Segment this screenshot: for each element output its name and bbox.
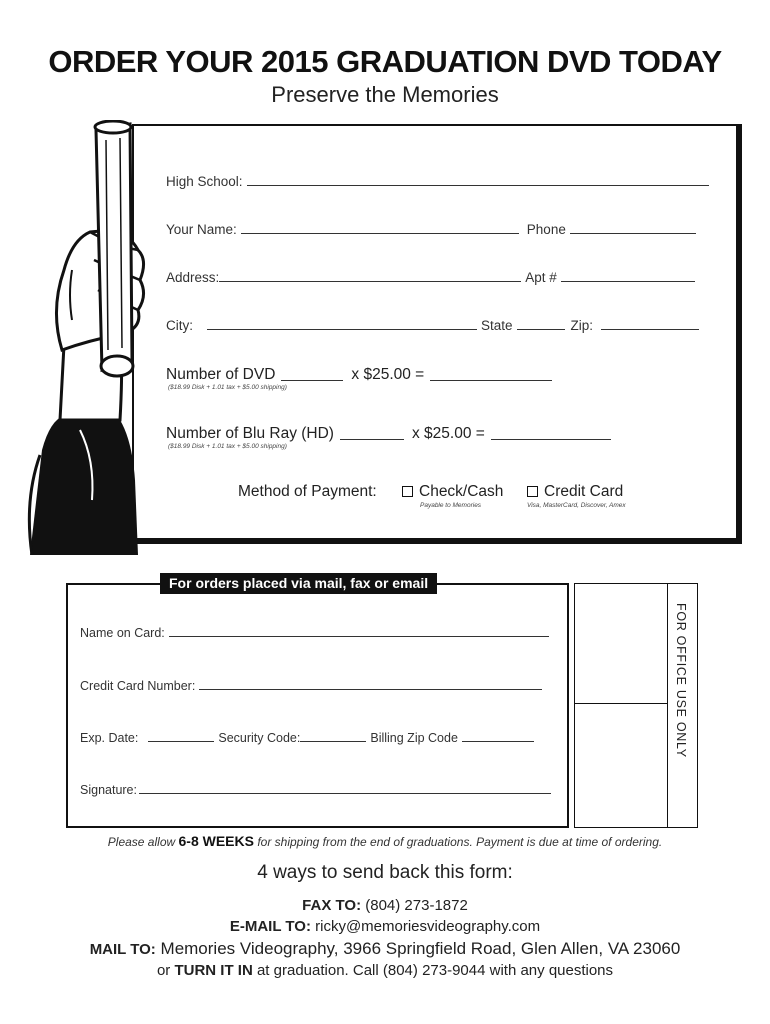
office-divider-vertical [667, 583, 668, 828]
your-name-line[interactable] [241, 232, 519, 234]
security-code-line[interactable] [300, 740, 366, 742]
office-use-label: FOR OFFICE USE ONLY [674, 603, 688, 758]
mail-address: Memories Videography, 3966 Springfield Road, Glen Allen, VA 23060 [160, 939, 681, 958]
diploma-scroll [96, 124, 132, 370]
dvd-total-line[interactable] [430, 379, 552, 381]
credit-card-checkbox[interactable] [527, 486, 538, 497]
email-line [0, 918, 770, 935]
security-code-label: Security Code: [218, 731, 301, 745]
address-label: Address: [166, 270, 220, 285]
check-cash-note: Payable to Memories [420, 502, 482, 509]
state-label: State [481, 318, 513, 333]
signature-label: Signature: [80, 783, 137, 797]
bluray-quantity-field[interactable] [166, 425, 615, 443]
bluray-label: Number of Blu Ray (HD) [166, 425, 334, 442]
shipping-suffix: for shipping from the end of graduations. Payment is due at time of ordering. [257, 835, 663, 849]
high-school-line[interactable] [247, 184, 709, 186]
exp-date-line[interactable] [148, 740, 214, 742]
name-on-card-field[interactable] [80, 626, 553, 640]
apt-line[interactable] [561, 280, 695, 282]
your-name-label: Your Name: [166, 222, 237, 237]
credit-card-option[interactable] [527, 483, 623, 501]
high-school-field[interactable] [166, 174, 713, 189]
page-title: ORDER YOUR 2015 GRADUATION DVD TODAY [48, 44, 722, 79]
bluray-price-note: ($18.99 Disk + 1.01 tax + $5.00 shipping) [168, 443, 287, 450]
credit-card-label: Credit Card [544, 483, 624, 500]
dvd-quantity-line[interactable] [281, 379, 343, 381]
graduate-diploma-illustration [20, 120, 160, 555]
mail-line [0, 939, 770, 959]
billing-zip-line[interactable] [462, 740, 534, 742]
billing-zip-label: Billing Zip Code [370, 731, 458, 745]
dvd-label: Number of DVD [166, 366, 276, 383]
zip-line[interactable] [601, 328, 699, 330]
card-number-field[interactable] [80, 679, 546, 693]
turn-in-text: at graduation. Call (804) 273-9044 with any questions [256, 962, 614, 979]
check-cash-checkbox[interactable] [402, 486, 413, 497]
shipping-notice [0, 833, 770, 849]
state-line[interactable] [517, 328, 565, 330]
phone-line[interactable] [570, 232, 696, 234]
dvd-quantity-field[interactable] [166, 366, 556, 384]
city-label: City: [166, 318, 193, 333]
credit-card-note: Visa, MasterCard, Discover, Amex [527, 502, 626, 509]
city-line[interactable] [207, 328, 477, 330]
or-text: or [156, 962, 171, 979]
bluray-price: x $25.00 = [411, 425, 485, 442]
bluray-total-line[interactable] [491, 438, 611, 440]
email-label: E-MAIL TO: [229, 918, 311, 935]
high-school-label: High School: [166, 174, 243, 189]
exp-security-zip-field[interactable] [80, 731, 538, 745]
turn-in-label: TURN IT IN [174, 962, 253, 979]
signature-field[interactable] [80, 783, 555, 797]
fax-number[interactable]: (804) 273-1872 [365, 897, 468, 914]
office-divider-horizontal [574, 703, 668, 704]
fax-label: FAX TO: [302, 897, 362, 914]
fax-line [0, 897, 770, 914]
address-field[interactable] [166, 270, 699, 285]
ways-heading: 4 ways to send back this form: [257, 862, 513, 883]
phone-label: Phone [526, 222, 566, 237]
your-name-field[interactable] [166, 222, 700, 237]
exp-date-label: Exp. Date: [80, 731, 139, 745]
gown-sleeve [30, 415, 138, 555]
check-cash-label: Check/Cash [419, 483, 504, 500]
dvd-price-note: ($18.99 Disk + 1.01 tax + $5.00 shipping) [168, 384, 287, 391]
apt-label: Apt # [525, 270, 557, 285]
zip-label: Zip: [570, 318, 594, 333]
city-field[interactable] [166, 318, 703, 333]
name-on-card-label: Name on Card: [80, 626, 165, 640]
card-number-line[interactable] [199, 688, 542, 690]
mail-fax-email-banner: For orders placed via mail, fax or email [160, 573, 437, 594]
dvd-price: x $25.00 = [351, 366, 425, 383]
signature-line[interactable] [139, 792, 551, 794]
mail-label: MAIL TO: [89, 941, 156, 958]
email-address[interactable]: ricky@memoriesvideography.com [315, 918, 541, 935]
page-subtitle: Preserve the Memories [271, 82, 499, 107]
card-number-label: Credit Card Number: [80, 679, 196, 693]
turn-in-line [0, 962, 770, 979]
payment-method-label: Method of Payment: [238, 483, 377, 500]
bluray-quantity-line[interactable] [340, 438, 404, 440]
check-cash-option[interactable] [402, 483, 503, 501]
shipping-prefix: Please allow [107, 835, 176, 849]
name-on-card-line[interactable] [169, 635, 549, 637]
address-line[interactable] [219, 280, 521, 282]
shipping-weeks: 6-8 WEEKS [178, 833, 254, 849]
